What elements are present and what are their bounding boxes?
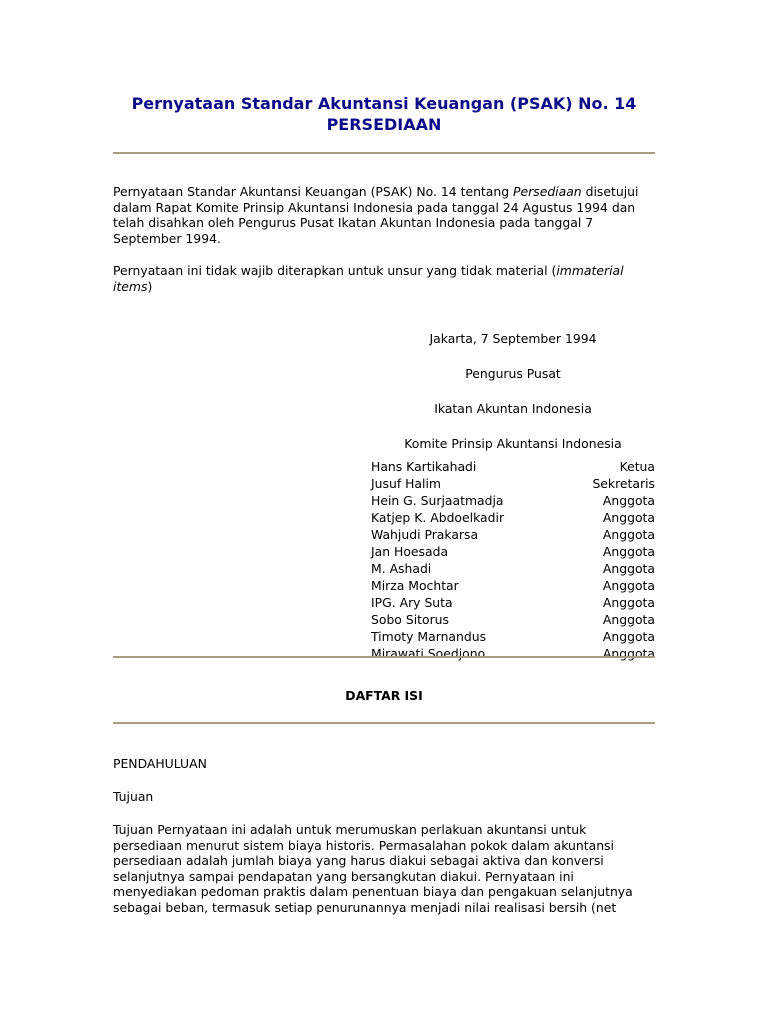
materiality-text-italic: immaterial items (113, 263, 624, 294)
committee-member-role: Anggota (602, 595, 655, 610)
committee-member-row (371, 577, 655, 594)
committee-member-row (371, 475, 655, 492)
committee-member-name: IPG. Ary Suta (371, 595, 453, 610)
materiality-text-part2: ) (147, 278, 153, 294)
divider-top (113, 152, 655, 154)
committee-member-role: Anggota (602, 646, 655, 661)
divider-toc (113, 722, 655, 724)
committee-member-list (371, 458, 655, 662)
committee-member-name: Mirawati Soedjono (371, 646, 486, 661)
document-title-line2: PERSEDIAAN (326, 115, 442, 134)
intro-text-part2: disetujui dalam Rapat Komite Prinsip Akuntansi Indonesia pada tanggal 24 Agustus 1994 dan telah disahkan oleh Pengurus Pusat Ikatan Akuntan Indonesia pada tanggal 7 September 1994. (113, 184, 639, 246)
document-title (113, 93, 655, 135)
committee-member-role: Sekretaris (592, 476, 655, 491)
document-title-line1: Pernyataan Standar Akuntansi Keuangan (PSAK) No. 14 (131, 94, 637, 113)
subsection-heading: Tujuan (113, 789, 154, 804)
committee-member-role: Anggota (602, 561, 655, 576)
committee-member-role: Anggota (602, 629, 655, 644)
committee-member-name: Hans Kartikahadi (371, 459, 477, 474)
committee-member-name: Katjep K. Abdoelkadir (371, 510, 505, 525)
objective-paragraph: Tujuan Pernyataan ini adalah untuk merumuskan perlakuan akuntansi untuk persediaan menurut sistem biaya historis. Permasalahan pokok dalam akuntansi persediaan adalah jumlah biaya yang harus diakui sebagai aktiva dan konversi selanjutnya sampai pendapatan yang bersangkutan diakui. Pernyataan ini menyediakan pedoman praktis dalam penentuan biaya dan pengakuan selanjutnya sebagai beban, termasuk setiap penurunannya menjadi nilai realisasi bersih (net (113, 822, 633, 915)
committee-member-role: Anggota (602, 510, 655, 525)
committee-member-name: Jusuf Halim (371, 476, 441, 491)
signature-organization: Ikatan Akuntan Indonesia (434, 401, 592, 416)
committee-member-role: Anggota (602, 578, 655, 593)
committee-member-name: Hein G. Surjaatmadja (371, 493, 504, 508)
committee-member-row (371, 611, 655, 628)
committee-member-name: Mirza Mochtar (371, 578, 459, 593)
materiality-text-part1: Pernyataan ini tidak wajib diterapkan untuk unsur yang tidak material ( (113, 263, 557, 278)
committee-member-row (371, 594, 655, 611)
committee-member-row (371, 492, 655, 509)
divider-committee (113, 656, 655, 658)
committee-member-name: Sobo Sitorus (371, 612, 449, 627)
materiality-paragraph (113, 263, 655, 294)
committee-member-row (371, 526, 655, 543)
committee-member-role: Anggota (602, 612, 655, 627)
committee-member-name: Timoty Marnandus (371, 629, 487, 644)
committee-member-row (371, 543, 655, 560)
committee-member-role: Anggota (602, 544, 655, 559)
committee-member-row (371, 628, 655, 645)
committee-title: Komite Prinsip Akuntansi Indonesia (404, 436, 622, 451)
committee-member-role: Anggota (602, 493, 655, 508)
signature-place-date: Jakarta, 7 September 1994 (429, 331, 597, 346)
intro-text-part1: Pernyataan Standar Akuntansi Keuangan (PSAK) No. 14 tentang (113, 184, 514, 199)
committee-member-name: Jan Hoesada (371, 544, 449, 559)
committee-member-name: M. Ashadi (371, 561, 432, 576)
committee-member-row (371, 560, 655, 577)
section-heading: PENDAHULUAN (113, 756, 207, 771)
intro-paragraph (113, 184, 655, 246)
committee-member-role: Ketua (619, 459, 655, 474)
committee-member-row (371, 509, 655, 526)
committee-member-row (371, 458, 655, 475)
committee-member-role: Anggota (602, 527, 655, 542)
committee-member-row (371, 645, 655, 662)
signature-board: Pengurus Pusat (465, 366, 561, 381)
intro-text-italic: Persediaan (513, 184, 582, 199)
committee-member-name: Wahjudi Prakarsa (371, 527, 479, 542)
toc-title: DAFTAR ISI (345, 688, 423, 703)
